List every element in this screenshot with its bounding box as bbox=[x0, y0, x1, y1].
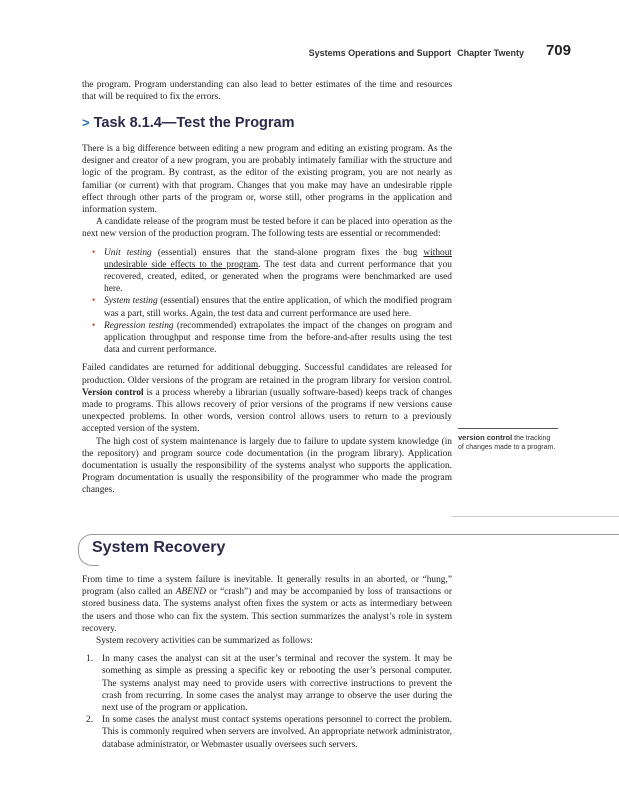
section-title: System Recovery bbox=[92, 539, 226, 556]
task-paragraph-1: There is a big difference between editing a new program and editing an existing program. As the designer and creator of a new program, you are probably intimately familiar with the structure and logic of the program. By contrast, as the editor of the existing program, you are not nearly as familiar (or current) with that program. Changes that you make may have an undesirable ripple effect through other parts of the program or, worse still, other programs in the application and information system. bbox=[82, 144, 452, 216]
recovery-text-post: or “crash”) and may be accompanied by loss of transactions or stored business data. The systems analyst often fixes the system or acts as intermediary between the users and those who can fix the system. This section summarizes the analyst’s role in system recovery. bbox=[82, 587, 452, 634]
page-number: 709 bbox=[545, 42, 571, 59]
glossary-term: version control bbox=[458, 433, 513, 442]
failed-text: Failed candidates are returned for additional debugging. Successful candidates are released for production. Older versions of the program are retained in the program library for version control. bbox=[82, 363, 452, 386]
divider bbox=[452, 516, 619, 517]
list-item bbox=[92, 320, 453, 357]
running-head-section: Systems Operations and Support bbox=[308, 48, 452, 58]
glossary-definition: the tracking of changes made to a program. bbox=[458, 435, 556, 451]
bullet-icon: • bbox=[92, 247, 96, 258]
failed-text-post: is a process whereby a librarian (usually software-based) keeps track of changes made to programs. This allows recovery of prior versions of the programs if new versions cause unexpected problems. In other words, version control allows users to return to a previously accepted version of the system. bbox=[82, 387, 452, 435]
bullet-term: Unit testing bbox=[104, 247, 152, 258]
list-item bbox=[86, 653, 452, 714]
list-item bbox=[86, 714, 452, 751]
bullet-underlined: without undesirable side effects to the program bbox=[104, 247, 452, 270]
heading-rule bbox=[92, 534, 619, 535]
task-body bbox=[82, 143, 452, 497]
test-list bbox=[82, 247, 452, 357]
intro-paragraph: the program. Program understanding can also lead to better estimates of the time and resources that will be required to fix the errors. bbox=[82, 80, 452, 103]
section-heading-bar bbox=[78, 534, 619, 564]
running-head bbox=[309, 48, 524, 58]
bullet-text: (recommended) extrapolates the impact of the changes on program and application throughput and response time from the before-and-after results using the test data and current performance. bbox=[104, 320, 453, 356]
chevron-right-icon: > bbox=[82, 115, 90, 130]
recovery-text: From time to time a system failure is inevitable. It generally results in an aborted, or “hung,” program (also called an bbox=[82, 575, 452, 598]
step-number: 2. bbox=[86, 715, 94, 726]
step-text: In many cases the analyst can sit at the user’s terminal and recover the system. It may be something as simple as pressing a specific key or rebooting the user’s personal computer. The systems analyst may need to provide users with corrective instructions to prevent the crash from recurring. In some cases the analyst may arrange to observe the user during the next use of the program or application. bbox=[102, 654, 452, 714]
task-paragraph-2: A candidate release of the program must be tested before it can be placed into operation as the next new version of the production program. The following tests are essential or recommended: bbox=[82, 217, 452, 240]
task-heading-text: Task 8.1.4—Test the Program bbox=[93, 115, 295, 131]
step-text: In some cases the analyst must contact systems operations personnel to correct the problem. This is commonly required when servers are involved. An appropriate network administrator, database administrator, or Webmaster usually oversees such servers. bbox=[102, 715, 452, 750]
recovery-steps bbox=[82, 653, 452, 751]
abend-term: ABEND bbox=[175, 587, 207, 598]
bullet-icon: • bbox=[92, 320, 96, 331]
version-control-term: Version control bbox=[82, 387, 144, 398]
bullet-text: (essential) ensures that the entire application, of which the modified program was a part, still works. Again, the test data and current performance are used here. bbox=[104, 296, 452, 319]
recovery-paragraph-2: System recovery activities can be summarized as follows: bbox=[96, 636, 313, 647]
bullet-text-post: . The test data and current performance that you recovered, created, edited, or generated when the programs were benchmarked are used here. bbox=[104, 259, 452, 295]
bullet-term: Regression testing bbox=[104, 320, 174, 331]
list-item bbox=[92, 295, 452, 319]
recovery-body bbox=[82, 574, 452, 751]
maintenance-paragraph: The high cost of system maintenance is largely due to failure to update system knowledge (in the repository) and program source code documentation (in the program library). Application documentation is usually the responsibility of the systems analyst who supports the application. Program documentation is usually the responsibility of the programmer who made the program changes. bbox=[82, 436, 452, 496]
running-head-chapter: Chapter Twenty bbox=[457, 48, 524, 58]
bullet-icon: • bbox=[92, 296, 96, 307]
recovery-paragraph-1 bbox=[82, 574, 452, 635]
list-item bbox=[92, 247, 452, 296]
bullet-term: System testing bbox=[104, 296, 158, 307]
margin-glossary-note bbox=[458, 428, 558, 452]
failed-paragraph bbox=[82, 362, 452, 435]
step-number: 1. bbox=[86, 654, 94, 665]
task-heading bbox=[82, 115, 295, 131]
page-header bbox=[0, 42, 619, 62]
bullet-text: (essential) ensures that the stand-alone program fixes the bug bbox=[151, 247, 424, 258]
intro-block bbox=[82, 79, 452, 103]
